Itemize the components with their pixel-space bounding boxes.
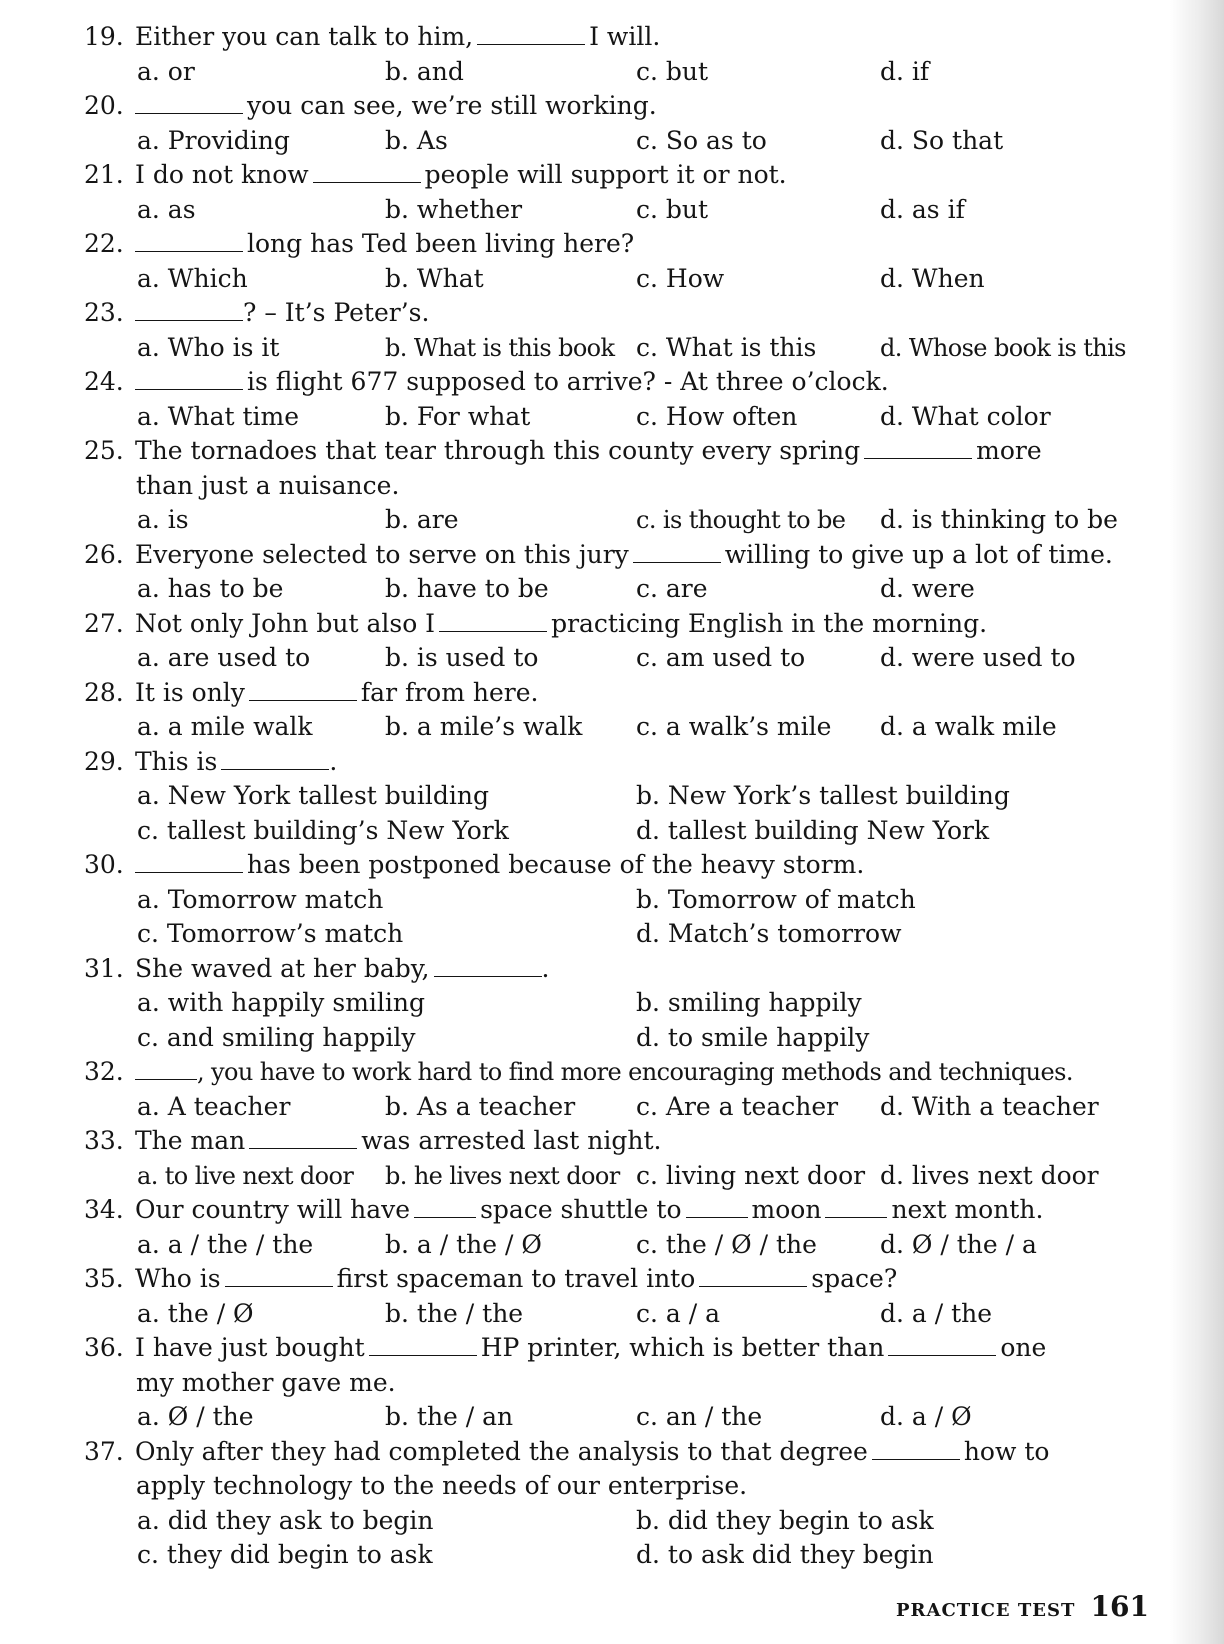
option-b: b. the / an: [385, 1402, 514, 1431]
question-text: Who is first spaceman to travel into space?: [135, 1264, 898, 1293]
option-a: a. or: [137, 56, 195, 86]
option-d: d. lives next door: [880, 1160, 1099, 1190]
options-24: [0, 400, 1160, 435]
question-text: you can see, we’re still working.: [135, 89, 1160, 124]
options-36: [0, 1400, 1160, 1435]
question-number: 35.: [84, 1264, 124, 1293]
question-number: 28.: [84, 677, 124, 707]
options-34: [0, 1228, 1160, 1263]
options-22: [0, 262, 1160, 297]
option-d: d. So that: [880, 125, 1004, 155]
question-text: This is .: [135, 746, 338, 776]
question-19: [0, 20, 1160, 55]
option-a: a. What time: [137, 401, 300, 431]
question-text: Either you can talk to him, I will.: [135, 22, 661, 51]
option-b: b. and: [385, 56, 464, 86]
option-a: a. with happily smiling: [137, 988, 425, 1017]
question-number: 32.: [84, 1057, 124, 1086]
question-30: [0, 848, 1160, 883]
question-number: 22.: [84, 229, 124, 258]
option-a: a. Which: [137, 263, 248, 293]
question-23: [0, 296, 1160, 331]
options-25: [0, 503, 1160, 538]
question-31: [0, 952, 1160, 987]
option-b: b. he lives next door: [385, 1161, 620, 1190]
footer-label: PRACTICE TEST: [896, 1600, 1076, 1621]
question-32: [0, 1055, 1160, 1090]
option-b: b. is used to: [385, 643, 539, 672]
question-text: long has Ted been living here?: [135, 227, 1160, 262]
option-c: c. How often: [636, 401, 798, 431]
option-c: c. but: [636, 194, 709, 224]
question-number: 29.: [84, 746, 124, 776]
option-a: a. Ø / the: [137, 1402, 254, 1431]
option-b: b. a mile’s walk: [385, 712, 583, 741]
option-c: c. is thought to be: [636, 506, 846, 534]
option-c: c. but: [636, 56, 709, 86]
option-d: d. were used to: [880, 643, 1076, 672]
question-text: Not only John but also I practicing English in the morning.: [135, 608, 988, 638]
option-b: b. New York’s tallest building: [636, 781, 1010, 810]
options-31-cd: [0, 1021, 1160, 1056]
question-text: ? – It’s Peter’s.: [135, 296, 1160, 331]
question-text: , you have to work hard to find more encouraging methods and techniques.: [135, 1055, 1160, 1090]
option-a: a. A teacher: [137, 1091, 291, 1121]
option-b: b. What: [385, 263, 484, 293]
option-a: a. are used to: [137, 643, 311, 672]
option-d: d. What color: [880, 401, 1051, 431]
question-35: [0, 1262, 1160, 1297]
question-number: 19.: [84, 22, 124, 51]
option-a: a. to live next door: [137, 1161, 354, 1190]
option-d: d. Match’s tomorrow: [636, 919, 902, 948]
question-number: 26.: [84, 539, 124, 569]
question-number: 33.: [84, 1126, 124, 1155]
question-34: [0, 1193, 1160, 1228]
question-number: 36.: [84, 1333, 124, 1362]
question-21: [0, 158, 1160, 193]
option-d: d. When: [880, 263, 985, 293]
question-text: The man was arrested last night.: [135, 1126, 662, 1155]
option-d: d. With a teacher: [880, 1091, 1099, 1121]
option-a: a. a / the / the: [137, 1229, 314, 1259]
option-a: a. is: [137, 505, 189, 534]
question-text: She waved at her baby, .: [135, 953, 550, 983]
option-d: d. a / Ø: [880, 1402, 972, 1431]
option-c: c. are: [636, 574, 708, 603]
option-a: a. a mile walk: [137, 712, 313, 741]
question-text-continued: apply technology to the needs of our enterprise.: [136, 1471, 748, 1500]
question-number: 27.: [84, 608, 124, 638]
question-text: Everyone selected to serve on this jury willing to give up a lot of time.: [135, 539, 1113, 569]
question-26: [0, 538, 1160, 573]
options-37-ab: [0, 1504, 1160, 1539]
option-a: a. New York tallest building: [137, 781, 490, 810]
option-b: b. are: [385, 505, 459, 534]
option-c: c. So as to: [636, 125, 767, 155]
question-36: [0, 1331, 1160, 1366]
option-b: b. Tomorrow of match: [636, 884, 916, 914]
question-27: [0, 607, 1160, 642]
option-d: d. a / the: [880, 1298, 993, 1328]
question-number: 30.: [84, 850, 124, 879]
options-26: [0, 572, 1160, 607]
options-29-ab: [0, 779, 1160, 814]
option-a: a. as: [137, 194, 196, 224]
options-27: [0, 641, 1160, 676]
option-c: c. and smiling happily: [137, 1022, 416, 1052]
question-29: [0, 745, 1160, 780]
question-37: [0, 1435, 1160, 1470]
question-text: is flight 677 supposed to arrive? - At three o’clock.: [135, 365, 1160, 400]
question-number: 31.: [84, 953, 124, 983]
question-24: [0, 365, 1160, 400]
question-number: 23.: [84, 298, 124, 327]
options-31-ab: [0, 986, 1160, 1021]
question-text: Only after they had completed the analysis to that degree how to: [135, 1436, 1050, 1466]
option-d: d. Ø / the / a: [880, 1229, 1037, 1259]
options-30-ab: [0, 883, 1160, 918]
question-text-continued: than just a nuisance.: [136, 470, 400, 500]
question-text-continued: my mother gave me.: [136, 1367, 396, 1397]
question-37-continuation: [0, 1469, 1160, 1504]
options-32: [0, 1090, 1160, 1125]
options-37-cd: [0, 1538, 1160, 1573]
option-d: d. to ask did they begin: [636, 1540, 934, 1569]
option-a: a. has to be: [137, 574, 284, 603]
options-23: [0, 331, 1160, 366]
question-number: 34.: [84, 1195, 124, 1224]
question-number: 21.: [84, 160, 124, 189]
option-c: c. living next door: [636, 1160, 866, 1190]
options-28: [0, 710, 1160, 745]
option-c: c. What is this: [636, 332, 817, 362]
option-b: b. As a teacher: [385, 1091, 576, 1121]
options-29-cd: [0, 814, 1160, 849]
option-c: c. a / a: [636, 1298, 721, 1328]
option-b: b. For what: [385, 401, 531, 431]
page-number: 161: [1090, 1590, 1149, 1623]
option-a: a. did they ask to begin: [137, 1505, 434, 1535]
option-d: d. as if: [880, 194, 965, 224]
option-d: d. a walk mile: [880, 712, 1057, 741]
question-text: I do not know people will support it or not.: [135, 160, 787, 189]
option-b: b. the / the: [385, 1298, 524, 1328]
question-text: The tornadoes that tear through this county every spring more: [135, 436, 1042, 465]
option-c: c. a walk’s mile: [636, 712, 832, 741]
options-21: [0, 193, 1160, 228]
option-a: a. Who is it: [137, 332, 280, 362]
options-30-cd: [0, 917, 1160, 952]
option-c: c. Are a teacher: [636, 1091, 839, 1121]
exercise-page: [0, 20, 1160, 1573]
question-20: [0, 89, 1160, 124]
question-number: 20.: [84, 91, 124, 120]
option-a: a. Tomorrow match: [137, 884, 384, 914]
option-b: b. As: [385, 125, 448, 155]
option-c: c. the / Ø / the: [636, 1229, 817, 1259]
question-text: I have just bought HP printer, which is better than one: [135, 1333, 1047, 1362]
options-33: [0, 1159, 1160, 1194]
option-c: c. an / the: [636, 1402, 763, 1431]
question-25: [0, 434, 1160, 469]
option-b: b. did they begin to ask: [636, 1505, 934, 1535]
question-text: Our country will have space shuttle to moon next month.: [135, 1195, 1044, 1224]
option-d: d. to smile happily: [636, 1022, 870, 1052]
options-19: [0, 55, 1160, 90]
option-c: c. tallest building’s New York: [137, 815, 509, 845]
question-36-continuation: [0, 1366, 1160, 1401]
question-25-continuation: [0, 469, 1160, 504]
option-b: b. a / the / Ø: [385, 1229, 542, 1259]
question-text: has been postponed because of the heavy storm.: [135, 848, 1160, 883]
options-20: [0, 124, 1160, 159]
option-d: d. if: [880, 56, 930, 86]
question-22: [0, 227, 1160, 262]
option-d: d. is thinking to be: [880, 505, 1118, 534]
options-35: [0, 1297, 1160, 1332]
question-text: It is only far from here.: [135, 677, 539, 707]
question-33: [0, 1124, 1160, 1159]
question-number: 24.: [84, 367, 124, 396]
question-number: 25.: [84, 436, 124, 465]
option-c: c. am used to: [636, 643, 806, 672]
option-c: c. Tomorrow’s match: [137, 919, 404, 948]
option-a: a. Providing: [137, 125, 290, 155]
option-b: b. What is this book: [385, 333, 615, 362]
option-c: c. How: [636, 263, 725, 293]
option-c: c. they did begin to ask: [137, 1540, 433, 1569]
option-d: d. tallest building New York: [636, 815, 990, 845]
option-b: b. whether: [385, 194, 523, 224]
page-edge-shadow: [1170, 0, 1224, 1644]
question-28: [0, 676, 1160, 711]
option-a: a. the / Ø: [137, 1298, 254, 1328]
option-d: d. were: [880, 574, 975, 603]
page-footer: [896, 1590, 1149, 1623]
option-d: d. Whose book is this: [880, 333, 1126, 362]
option-b: b. have to be: [385, 574, 549, 603]
option-b: b. smiling happily: [636, 988, 862, 1017]
question-number: 37.: [84, 1436, 124, 1466]
